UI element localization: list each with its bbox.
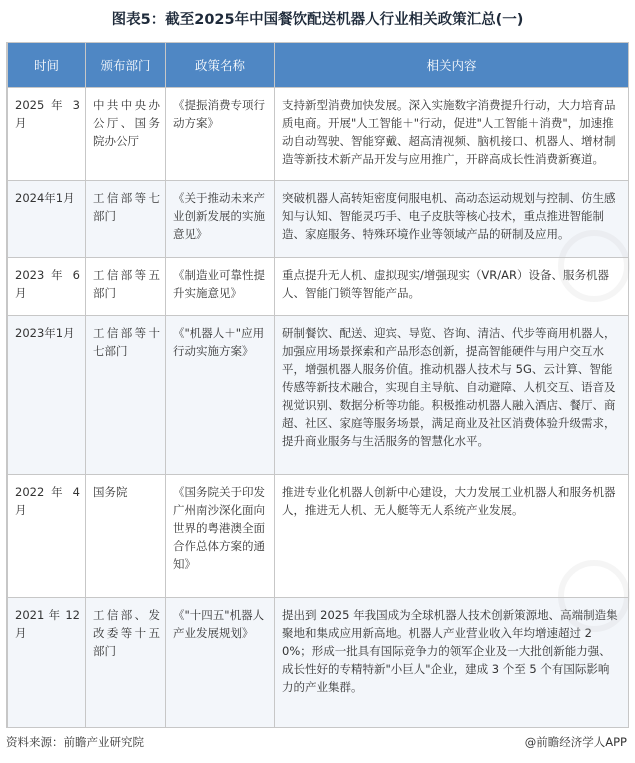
table-row [8,597,629,727]
cell-policy: 《"机器人＋"应用行动实施方案》 [166,315,275,474]
header-department: 颁布部门 [86,43,166,87]
table-row [8,87,629,180]
cell-department: 中共中央办公厅、国务院办公厅 [86,87,166,180]
cell-content: 推进专业化机器人创新中心建设，大力发展工业机器人和服务机器人，推进无人机、无人艇等无人系统产业发展。 [275,474,629,597]
cell-content: 突破机器人高转矩密度伺服电机、高动态运动规划与控制、仿生感知与认知、智能灵巧手、电子皮肤等核心技术，重点推进智能制造、家庭服务、特殊环境作业等领域产品的研制及应用。 [275,180,629,257]
cell-policy: 《制造业可靠性提升实施意见》 [166,257,275,315]
table-row [8,257,629,315]
cell-content: 提出到 2025 年我国成为全球机器人技术创新策源地、高端制造集聚地和集成应用新高地。机器人产业营业收入年均增速超过 20%；形成一批具有国际竞争力的领军企业及一大批创新能力强、成长性好的专精特新"小巨人"企业，建成 3 个至 5 个有国际影响力的产业集群。 [275,597,629,727]
header-policy-name: 政策名称 [166,43,275,87]
cell-department: 工信部、发改委等十五部门 [86,597,166,727]
cell-date: 2023 年 6 月 [8,257,86,315]
cell-date: 2023年1月 [8,315,86,474]
cell-policy: 《提振消费专项行动方案》 [166,87,275,180]
brand-text: @前瞻经济学人APP [524,735,627,749]
table-header-row [8,43,629,87]
cell-department: 工信部等七部门 [86,180,166,257]
policy-table [6,42,629,728]
cell-department: 工信部等十七部门 [86,315,166,474]
cell-content: 研制餐饮、配送、迎宾、导览、咨询、清洁、代步等商用机器人，加强应用场景探索和产品形态创新，提高智能硬件与用户交互水平，增强机器人服务价值。推动机器人技术与 5G、云计算、智能传感等新技术融合，实现自主导航、自动避障、人机交互、语音及视觉识别、数据分析等功能。积极推动机器人融入酒店、餐厅、商超、社区、家庭等服务场景，满足商业及社区消费体验升级需求，提升商业服务与生活服务的智慧化水平。 [275,315,629,474]
cell-policy: 《"十四五"机器人产业发展规划》 [166,597,275,727]
header-time: 时间 [8,43,86,87]
table-row [8,315,629,474]
cell-content: 支持新型消费加快发展。深入实施数字消费提升行动，大力培育品质电商。开展"人工智能＋"行动，促进"人工智能＋消费"，加速推动自动驾驶、智能穿戴、超高清视频、脑机接口、机器人、增材制造等新技术新产品开发与应用推广，开辟高成长性消费新赛道。 [275,87,629,180]
source-note: 资料来源：前瞻产业研究院 [6,735,144,749]
cell-date: 2022 年 4 月 [8,474,86,597]
cell-department: 国务院 [86,474,166,597]
cell-date: 2025 年 3 月 [8,87,86,180]
cell-policy: 《国务院关于印发广州南沙深化面向世界的粤港澳全面合作总体方案的通知》 [166,474,275,597]
table-row [8,474,629,597]
brand-credit [525,734,627,750]
cell-department: 工信部等五部门 [86,257,166,315]
cell-policy: 《关于推动未来产业创新发展的实施意见》 [166,180,275,257]
cell-content: 重点提升无人机、虚拟现实/增强现实（VR/AR）设备、服务机器人、智能门锁等智能产品。 [275,257,629,315]
cell-date: 2024年1月 [8,180,86,257]
table-row [8,180,629,257]
page-title: 图表5：截至2025年中国餐饮配送机器人行业相关政策汇总(一) [111,12,524,28]
header-content: 相关内容 [275,43,629,87]
cell-date: 2021 年 12 月 [8,597,86,727]
